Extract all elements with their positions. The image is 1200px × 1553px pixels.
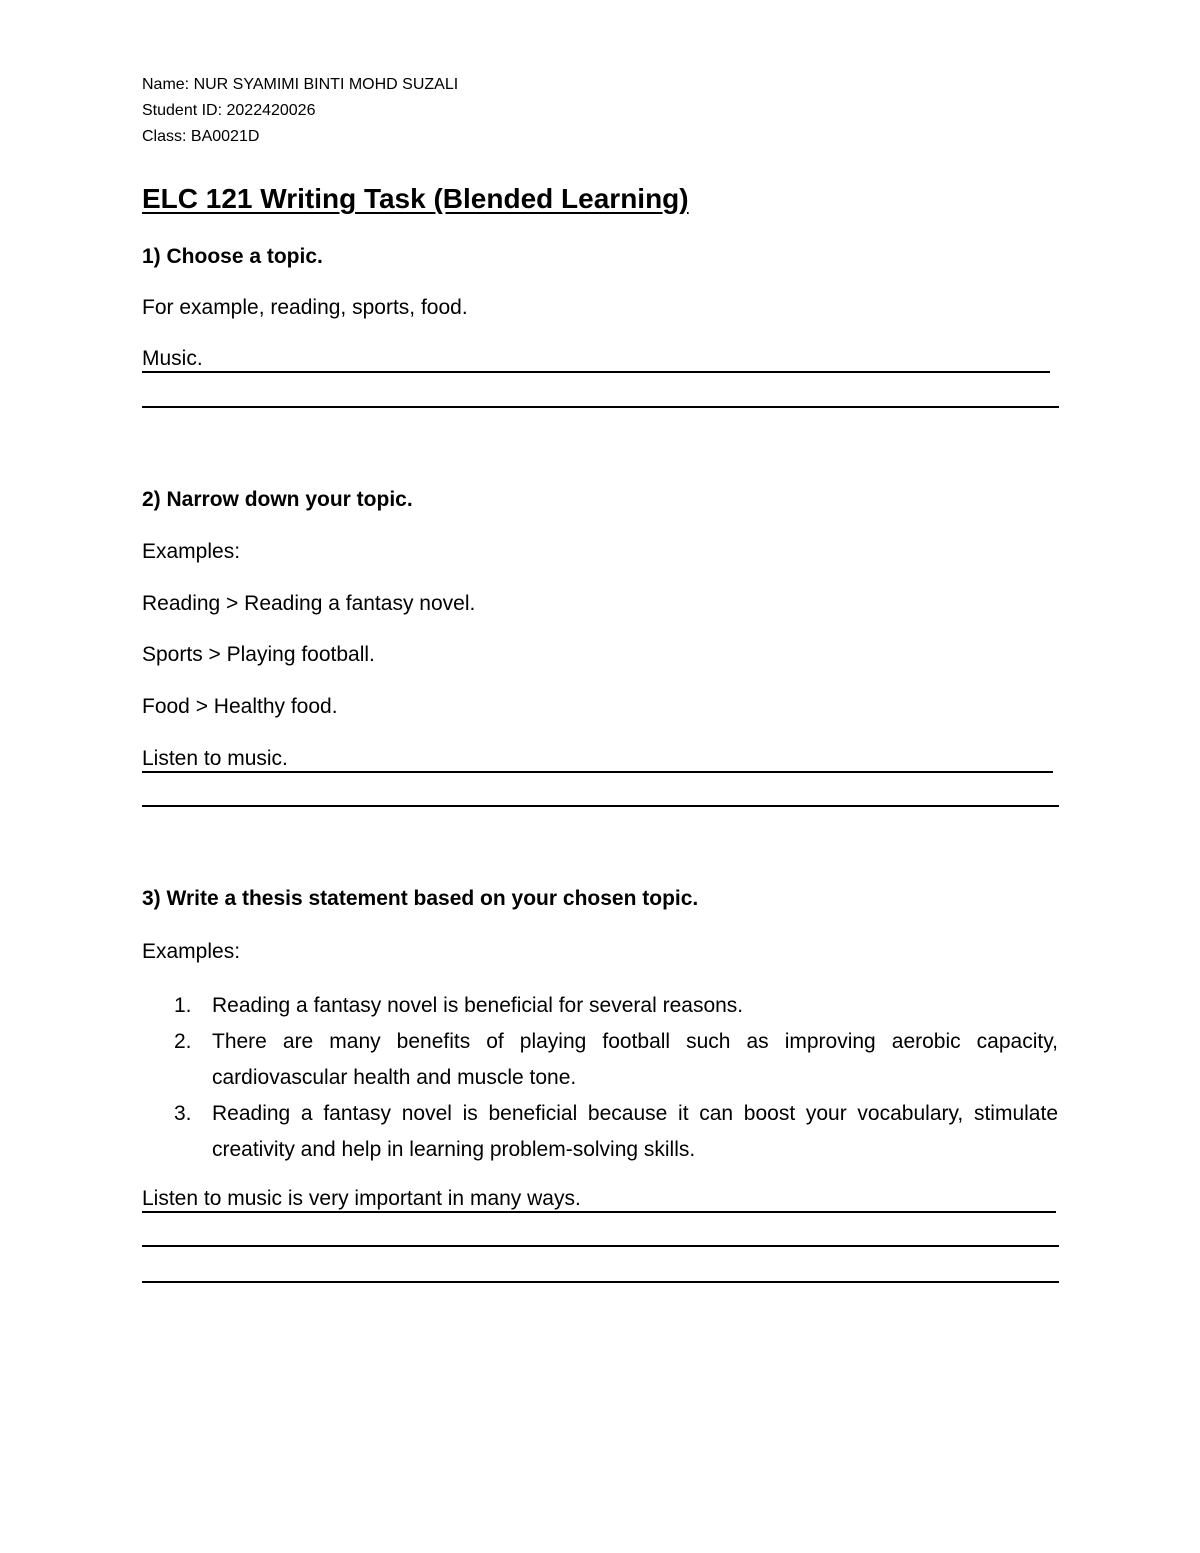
list-item-number: 3. [174,1102,192,1125]
student-name: Name: NUR SYAMIMI BINTI MOHD SUZALI [142,76,459,93]
student-class: Class: BA0021D [142,128,260,145]
thesis-examples-list [174,988,1058,1168]
section2-heading: 2) Narrow down your topic. [142,488,413,511]
list-item-text: Reading a fantasy novel is beneficial because it can boost your vocabulary, stimulate creativity and help in learning problem-solving skills. [212,1102,1058,1161]
answer-line [142,1245,1059,1247]
section1-heading: 1) Choose a topic. [142,245,323,268]
answer-line [142,805,1059,807]
list-item-number: 2. [174,1030,192,1053]
answer-line [142,1281,1059,1283]
section2-example: Food > Healthy food. [142,695,338,718]
section2-examples-label: Examples: [142,540,241,563]
section1-example: For example, reading, sports, food. [142,296,468,319]
section2-example: Sports > Playing football. [142,643,375,666]
list-item [174,1024,1058,1096]
list-item-text: There are many benefits of playing football such as improving aerobic capacity, cardiovascular health and muscle tone. [212,1030,1058,1089]
section3-heading: 3) Write a thesis statement based on your chosen topic. [142,887,699,910]
student-id: Student ID: 2022420026 [142,102,316,119]
section3-answer[interactable]: Listen to music is very important in many ways. [142,1187,1056,1213]
answer-line [142,406,1059,408]
section1-answer[interactable]: Music. [142,347,1050,373]
list-item [174,1096,1058,1168]
section2-answer[interactable]: Listen to music. [142,747,1053,773]
section3-examples-label: Examples: [142,940,241,963]
list-item-number: 1. [174,994,192,1017]
list-item [174,988,1058,1024]
section2-example: Reading > Reading a fantasy novel. [142,592,476,615]
document-title: ELC 121 Writing Task (Blended Learning) [142,183,689,214]
list-item-text: Reading a fantasy novel is beneficial for several reasons. [212,994,744,1017]
